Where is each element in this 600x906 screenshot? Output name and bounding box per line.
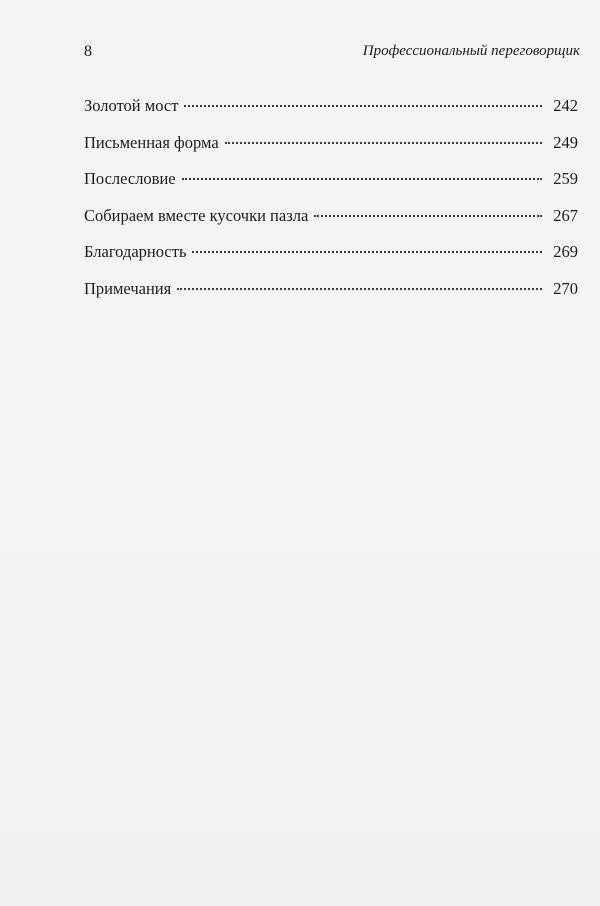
toc-entry: [84, 169, 578, 206]
toc-entry: [84, 206, 578, 243]
toc-entry-page: 259: [553, 169, 578, 188]
dot-leader: [177, 288, 542, 290]
page-number: 8: [84, 43, 92, 60]
dot-leader: [314, 215, 542, 217]
toc-entry-page: 242: [553, 96, 578, 115]
toc-entry-title: Благодарность: [84, 242, 187, 261]
dot-leader: [225, 142, 542, 144]
toc-entry-title: Письменная форма: [84, 132, 219, 152]
table-of-contents: [84, 96, 578, 315]
toc-entry: [84, 279, 578, 316]
toc-entry-title: Собираем вместе кусочки пазла: [84, 205, 309, 225]
toc-entry: [84, 96, 578, 133]
toc-entry: [84, 242, 578, 279]
toc-entry-title: Золотой мост: [84, 96, 179, 115]
dot-leader: [184, 105, 542, 107]
page-header: [84, 43, 580, 67]
running-title: Профессиональный переговорщик: [362, 43, 580, 59]
dot-leader: [192, 251, 542, 253]
dot-leader: [182, 178, 542, 180]
toc-entry-title: Примечания: [84, 278, 172, 298]
toc-entry-page: 269: [553, 242, 578, 261]
toc-entry-title: Послесловие: [84, 169, 176, 188]
toc-entry: [84, 133, 578, 170]
toc-entry-page: 270: [553, 278, 578, 298]
toc-entry-page: 267: [553, 205, 578, 225]
toc-entry-page: 249: [553, 132, 578, 152]
